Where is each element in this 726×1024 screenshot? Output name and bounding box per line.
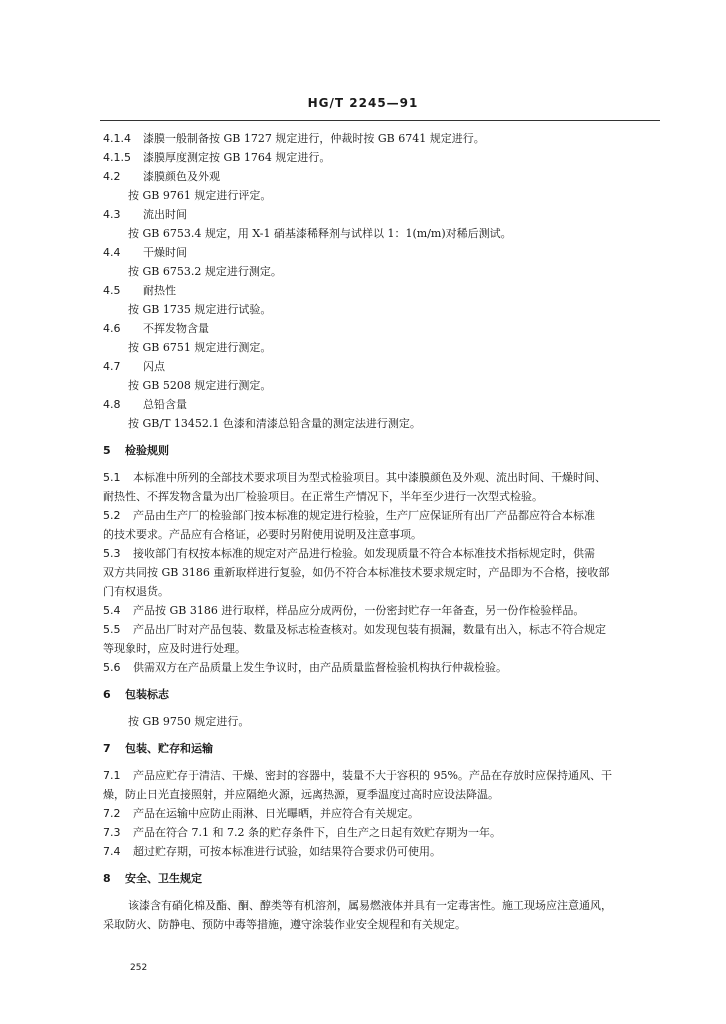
item-4-7-body: 按 GB 5208 规定进行测定。 [128, 379, 272, 392]
para-5-2-line1: 5.2 产品由生产厂的检验部门按本标准的规定进行检验，生产厂应保证所有出厂产品都应符合本标准 [103, 509, 595, 522]
para-5-5-line1: 5.5 产品出厂时对产品包装、数量及标志检查核对。如发现包装有损漏，数量有出入，标志不符合规定 [103, 623, 606, 636]
item-4-6: 4.6 不挥发物含量 [103, 322, 209, 335]
para-5-3-line2: 双方共同按 GB 3186 重新取样进行复验，如仍不符合本标准技术要求规定时，产品即为不合格，接收部 [103, 566, 610, 579]
item-4-6-body: 按 GB 6751 规定进行测定。 [128, 341, 272, 354]
item-4-7: 4.7 闪点 [103, 360, 165, 373]
para-7-1-line2: 燥，防止日光直接照射，并应隔绝火源，远离热源，夏季温度过高时应设法降温。 [103, 788, 499, 801]
para-7-3: 7.3 产品在符合 7.1 和 7.2 条的贮存条件下，自生产之日起有效贮存期为一年。 [103, 826, 501, 839]
item-4-2-body: 按 GB 9761 规定进行评定。 [128, 189, 272, 202]
item-4-4-body: 按 GB 6753.2 规定进行测定。 [128, 265, 282, 278]
section-8-line2: 采取防火、防静电、预防中毒等措施，遵守涂装作业安全规程和有关规定。 [103, 918, 466, 931]
item-4-1-4: 4.1.4 漆膜一般制备按 GB 1727 规定进行，仲裁时按 GB 6741 规定进行。 [103, 132, 485, 145]
para-5-4: 5.4 产品按 GB 3186 进行取样，样品应分成两份，一份密封贮存一年备查，另一份作检验样品。 [103, 604, 585, 617]
item-4-8: 4.8 总铅含量 [103, 398, 187, 411]
para-5-1-line1: 5.1 本标准中所列的全部技术要求项目为型式检验项目。其中漆膜颜色及外观、流出时间、干燥时间、 [103, 471, 606, 484]
section-7-heading: 7 包装、贮存和运输 [103, 742, 213, 755]
para-5-2-line2: 的技术要求。产品应有合格证，必要时另附使用说明及注意事项。 [103, 528, 422, 541]
section-6-heading: 6 包装标志 [103, 688, 169, 701]
para-7-1-line1: 7.1 产品应贮存于清洁、干燥、密封的容器中，装量不大于容积的 95%。产品在存放时应保持通风、干 [103, 769, 612, 782]
section-8-line1: 该漆含有硝化棉及酯、酮、醇类等有机溶剂，属易燃液体并具有一定毒害性。施工现场应注意通风， [128, 899, 612, 912]
item-4-2: 4.2 漆膜颜色及外观 [103, 170, 220, 183]
item-4-3-body: 按 GB 6753.4 规定，用 X-1 硝基漆稀释剂与试样以 1：1(m/m)对稀后测试。 [128, 227, 512, 240]
item-4-5-body: 按 GB 1735 规定进行试验。 [128, 303, 272, 316]
item-4-4: 4.4 干燥时间 [103, 246, 187, 259]
para-5-3-line3: 门有权退货。 [103, 585, 169, 598]
para-5-6: 5.6 供需双方在产品质量上发生争议时，由产品质量监督检验机构执行仲裁检验。 [103, 661, 507, 674]
para-5-3-line1: 5.3 接收部门有权按本标准的规定对产品进行检验。如发现质量不符合本标准技术指标规定时，供需 [103, 547, 595, 560]
item-4-1-5: 4.1.5 漆膜厚度测定按 GB 1764 规定进行。 [103, 151, 331, 164]
page-number: 252 [130, 963, 148, 973]
para-5-5-line2: 等现象时，应及时进行处理。 [103, 642, 246, 655]
item-4-3: 4.3 流出时间 [103, 208, 187, 221]
para-5-1-line2: 耐热性、不挥发物含量为出厂检验项目。在正常生产情况下，半年至少进行一次型式检验。 [103, 490, 543, 503]
header-rule [100, 120, 660, 121]
page-header: HG/T 2245—91 [307, 96, 419, 110]
item-4-5: 4.5 耐热性 [103, 284, 176, 297]
para-7-2: 7.2 产品在运输中应防止雨淋、日光曝晒，并应符合有关规定。 [103, 807, 419, 820]
section-5-heading: 5 检验规则 [103, 444, 169, 457]
section-8-heading: 8 安全、卫生规定 [103, 872, 202, 885]
section-6-body: 按 GB 9750 规定进行。 [128, 715, 250, 728]
item-4-8-body: 按 GB/T 13452.1 色漆和清漆总铅含量的测定法进行测定。 [128, 417, 421, 430]
para-7-4: 7.4 超过贮存期，可按本标准进行试验，如结果符合要求仍可使用。 [103, 845, 441, 858]
